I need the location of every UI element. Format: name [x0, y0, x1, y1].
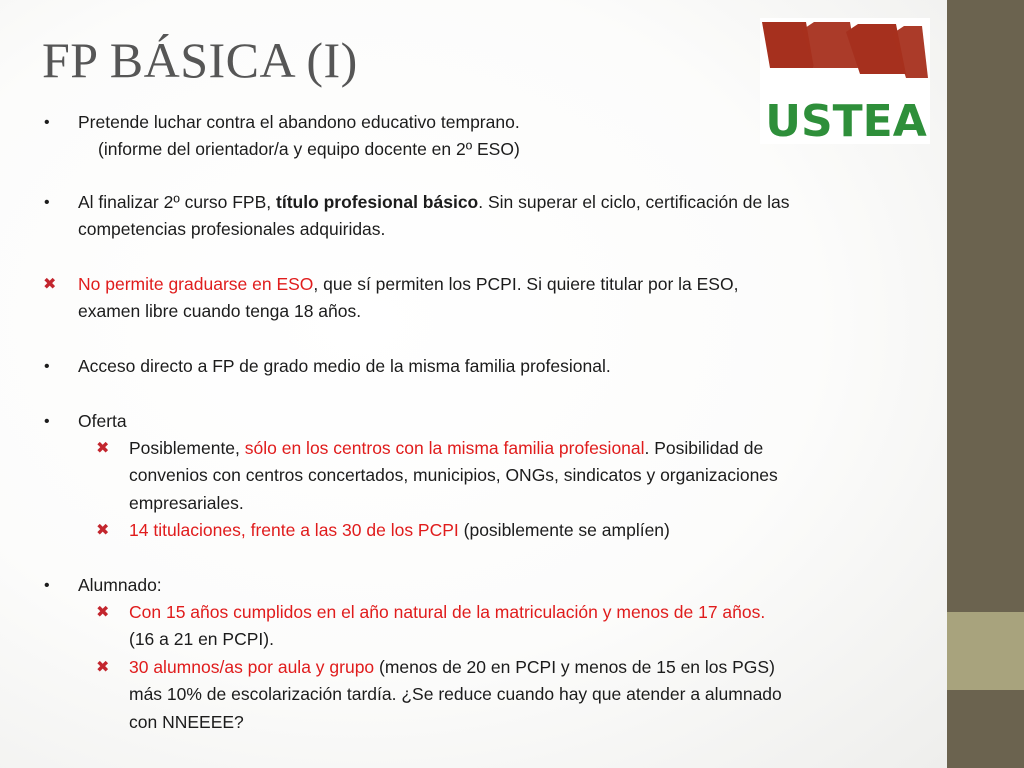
- sub-list-item: ✖ Posiblemente, sólo en los centros con la misma familia profesional. Posibilidad de convenios con centros concertados, municipios, ONGs, sindicatos y organizaciones empresariales.: [129, 435, 778, 517]
- bullet-icon: •: [44, 577, 50, 594]
- bold-term: título profesional básico: [276, 192, 479, 212]
- cross-icon: ✖: [96, 440, 110, 457]
- sub-list-item: ✖ 14 titulaciones, frente a las 30 de los PCPI (posiblemente se amplíen): [129, 517, 670, 544]
- bullet-icon: •: [44, 413, 50, 430]
- bullet-icon: •: [44, 358, 50, 375]
- cross-icon: ✖: [96, 604, 110, 621]
- highlight-text: Con 15 años cumplidos en el año natural de la matriculación y menos de 17 años.: [129, 602, 766, 622]
- sub-list-item: ✖ 30 alumnos/as por aula y grupo (menos de 20 en PCPI y menos de 15 en los PGS) más 10% de escolarización tardía. ¿Se reduce cuando hay que atender a alumnado con NNEEEE?: [129, 654, 782, 736]
- decorative-sidebar: [947, 0, 1024, 768]
- page-title: FP BÁSICA (I): [42, 32, 358, 88]
- highlight-text: No permite graduarse en ESO: [78, 274, 314, 294]
- list-item: • Al finalizar 2º curso FPB, título profesional básico. Sin superar el ciclo, certificación de las competencias profesionales adquiridas.: [78, 189, 790, 244]
- list-item: • Alumnado:: [78, 572, 162, 599]
- logo-text: USTEA: [765, 96, 927, 144]
- bullet-icon: •: [44, 194, 50, 211]
- cross-icon: ✖: [96, 659, 110, 676]
- list-item: • Oferta: [78, 408, 127, 435]
- list-item: • Acceso directo a FP de grado medio de la misma familia profesional.: [78, 353, 611, 380]
- cross-icon: ✖: [96, 522, 110, 539]
- highlight-text: sólo en los centros con la misma familia profesional: [244, 438, 645, 458]
- sidebar-band: [947, 612, 1024, 690]
- cross-icon: ✖: [43, 276, 57, 293]
- highlight-text: 14 titulaciones, frente a las 30 de los PCPI: [129, 520, 459, 540]
- list-item: • Pretende luchar contra el abandono educativo temprano. (informe del orientador/a y equipo docente en 2º ESO): [78, 109, 520, 164]
- sub-list-item: ✖ Con 15 años cumplidos en el año natural de la matriculación y menos de 17 años. (16 a 21 en PCPI).: [129, 599, 765, 654]
- list-item: ✖ No permite graduarse en ESO, que sí permiten los PCPI. Si quiere titular por la ESO, examen libre cuando tenga 18 años.: [78, 271, 738, 326]
- highlight-text: 30 alumnos/as por aula y grupo: [129, 657, 375, 677]
- bullet-icon: •: [44, 114, 50, 131]
